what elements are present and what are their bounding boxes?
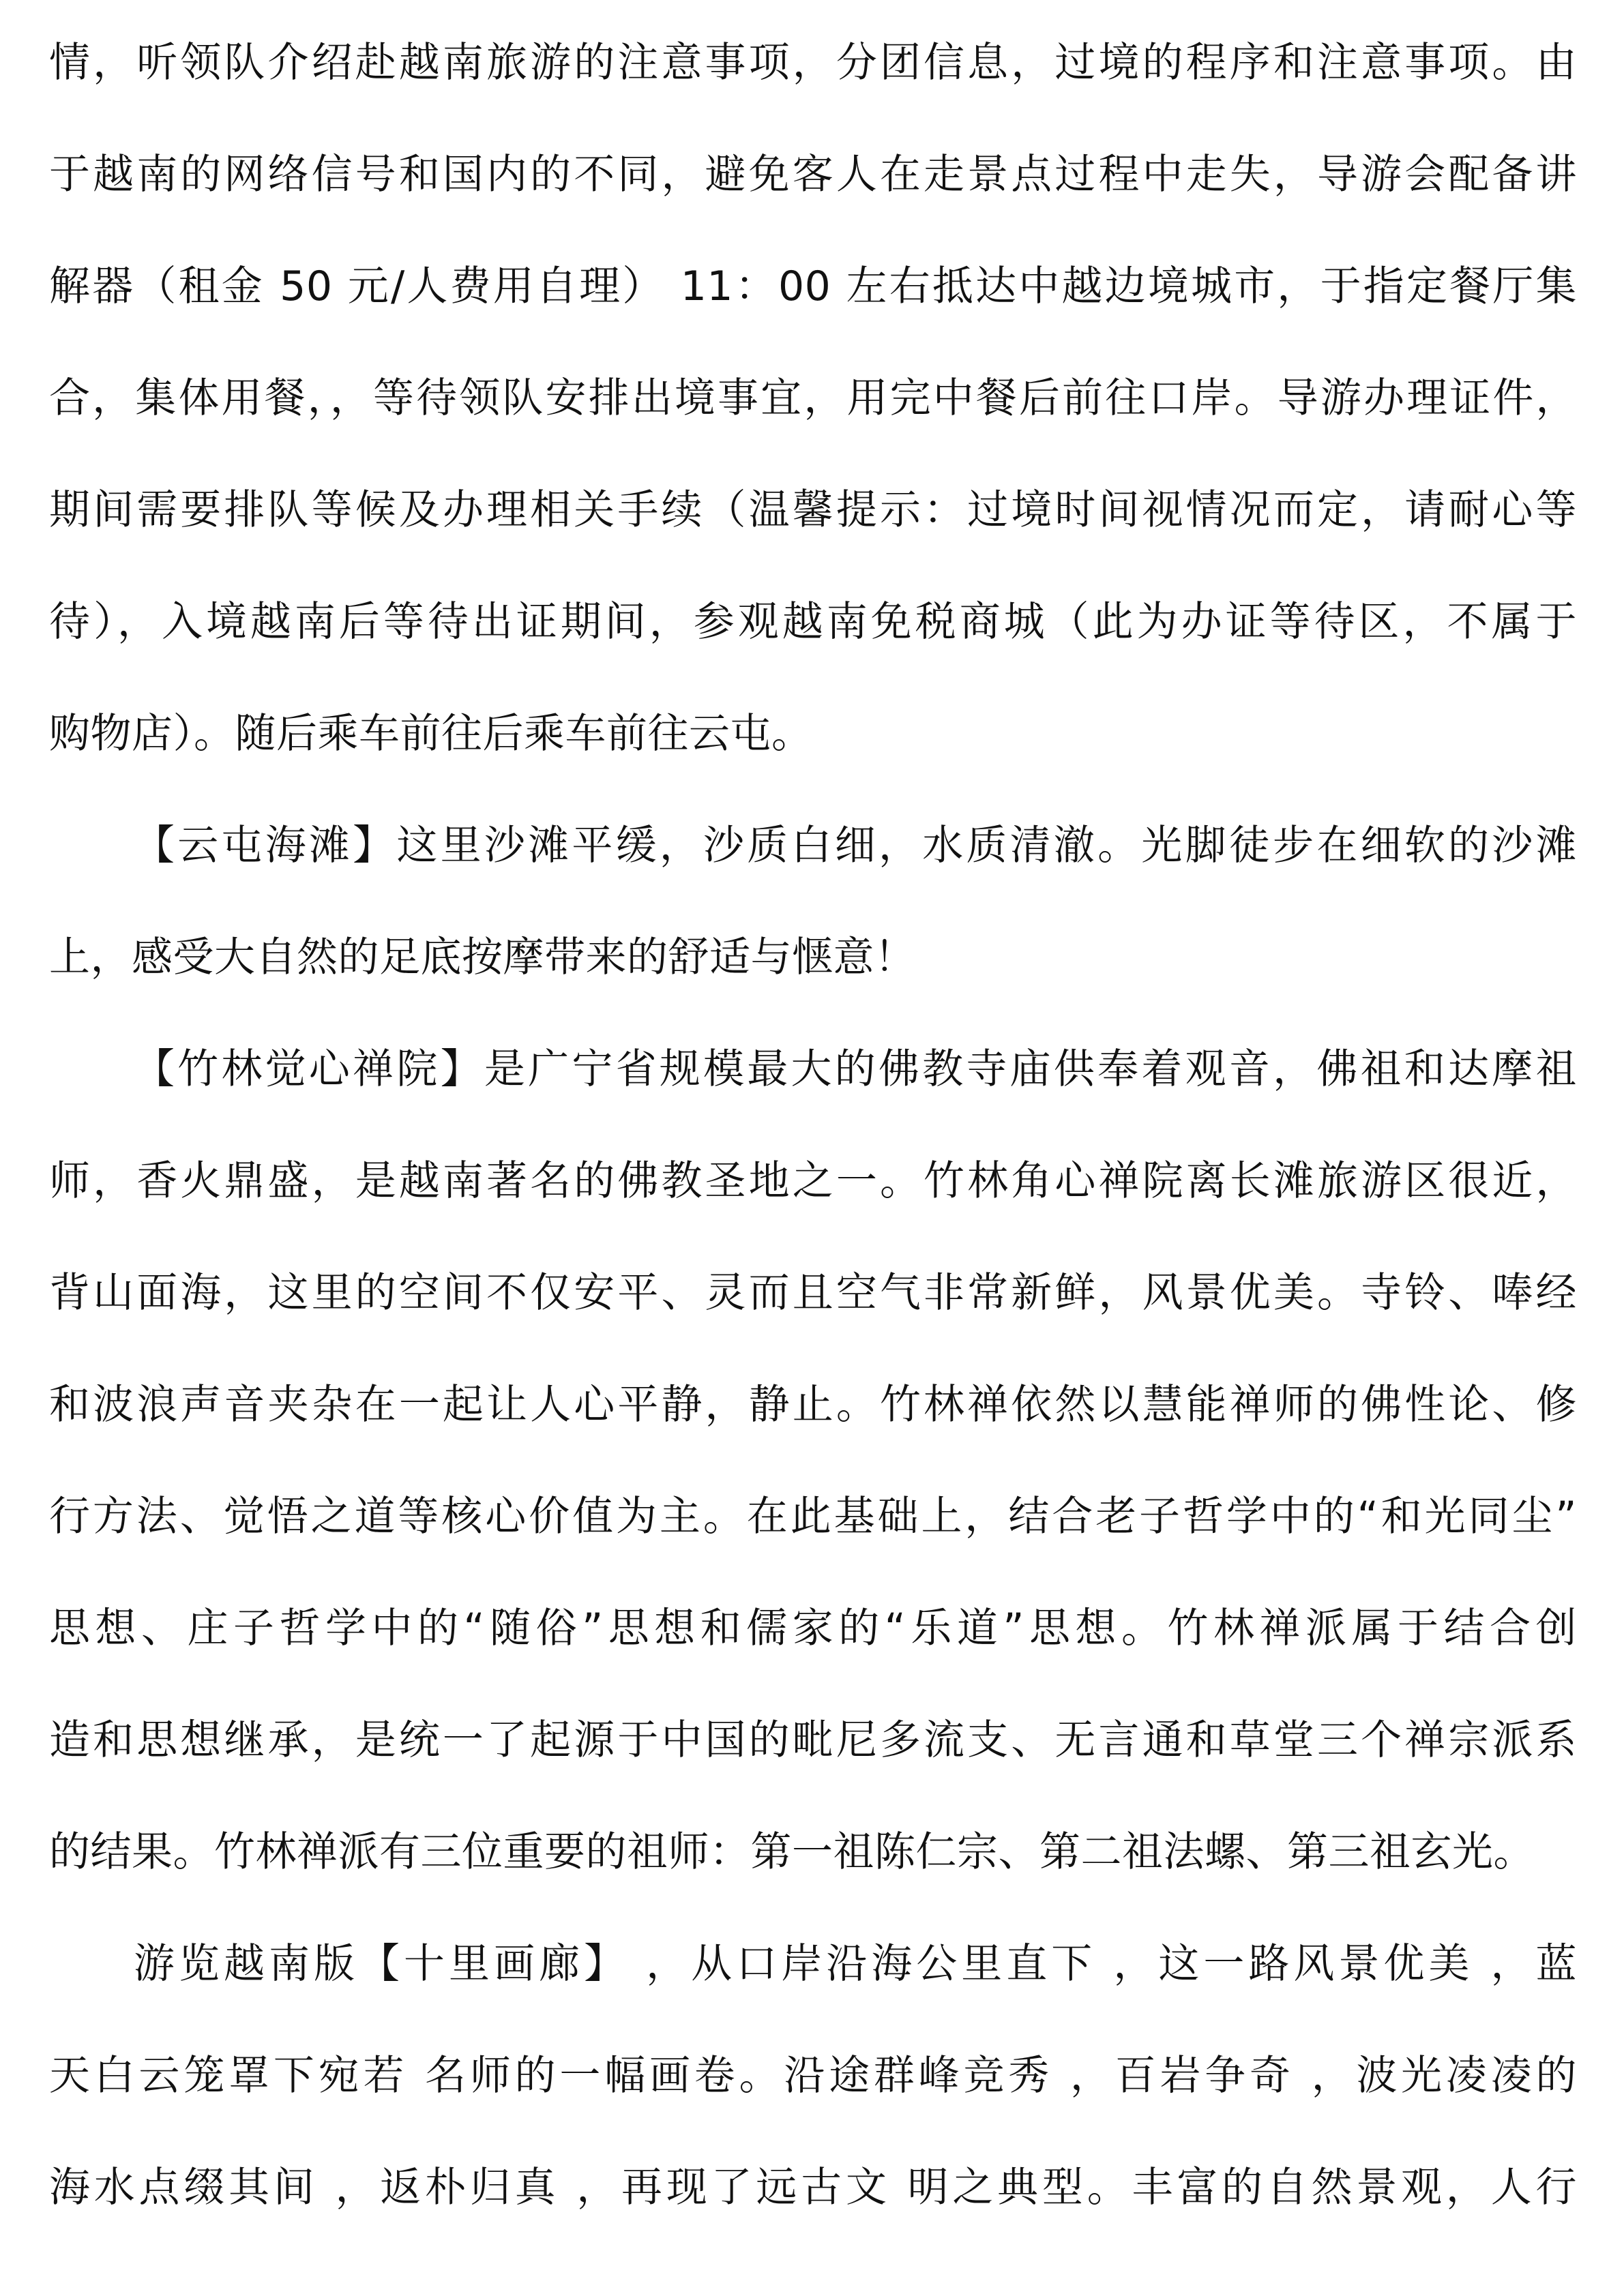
paragraph-3-line-2: 师，香火鼎盛，是越南著名的佛教圣地之一。竹林角心禅院离长滩旅游区很近， bbox=[49, 1157, 1577, 1205]
paragraph-3-line-1: 【竹林觉心禅院】是广宁省规模最大的佛教寺庙供奉着观音，佛祖和达摩祖 bbox=[134, 1045, 1577, 1093]
paragraph-3-line-4: 和波浪声音夹杂在一起让人心平静，静止。竹林禅依然以慧能禅师的佛性论、修 bbox=[49, 1381, 1577, 1429]
paragraph-3-line-6: 思想、庄子哲学中的“随俗”思想和儒家的“乐道”思想。竹林禅派属于结合创 bbox=[49, 1605, 1577, 1652]
paragraph-1-line-5: 期间需要排队等候及办理相关手续（温馨提示：过境时间视情况而定，请耐心等 bbox=[49, 486, 1577, 534]
paragraph-4-line-2: 天白云笼罩下宛若 名师的一幅画卷。沿途群峰竞秀 ，百岩争奇 ，波光凌凌的 bbox=[49, 2052, 1577, 2100]
paragraph-2-line-1: 【云屯海滩】这里沙滩平缓，沙质白细，水质清澈。光脚徒步在细软的沙滩 bbox=[134, 822, 1577, 869]
paragraph-2-line-2: 上，感受大自然的足底按摩带来的舒适与惬意！ bbox=[49, 934, 916, 981]
paragraph-1-line-2: 于越南的网络信号和国内的不同，避免客人在走景点过程中走失，导游会配备讲 bbox=[49, 151, 1577, 198]
paragraph-3-line-7: 造和思想继承，是统一了起源于中国的毗尼多流支、无言通和草堂三个禅宗派系 bbox=[49, 1716, 1577, 1764]
paragraph-1-line-6: 待），入境越南后等待出证期间，参观越南免税商城（此为办证等待区，不属于 bbox=[49, 598, 1577, 646]
paragraph-4-line-3: 海水点缀其间 ，返朴归真 ，再现了远古文 明之典型。丰富的自然景观，人行 bbox=[49, 2164, 1577, 2211]
paragraph-3-line-8: 的结果。竹林禅派有三位重要的祖师：第一祖陈仁宗、第二祖法螺、第三祖玄光。 bbox=[49, 1828, 1535, 1876]
paragraph-1-line-7: 购物店）。随后乘车前往后乘车前往云屯。 bbox=[49, 710, 813, 758]
paragraph-1-line-1: 情，听领队介绍赴越南旅游的注意事项，分团信息，过境的程序和注意事项。由 bbox=[49, 39, 1577, 87]
paragraph-4-line-1: 游览越南版【十里画廊】 ，从口岸沿海公里直下 ，这一路风景优美 ，蓝 bbox=[134, 1940, 1577, 1988]
paragraph-1-line-3: 解器（租金 50 元/人费用自理） 11：00 左右抵达中越边境城市，于指定餐厅集 bbox=[49, 263, 1577, 310]
paragraph-3-line-5: 行方法、觉悟之道等核心价值为主。在此基础上，结合老子哲学中的“和光同尘” bbox=[49, 1493, 1577, 1540]
paragraph-3-line-3: 背山面海，这里的空间不仅安平、灵而且空气非常新鲜，风景优美。寺铃、唪经 bbox=[49, 1269, 1577, 1317]
paragraph-1-line-4: 合，集体用餐，，等待领队安排出境事宜，用完中餐后前往口岸。导游办理证件， bbox=[49, 374, 1577, 422]
